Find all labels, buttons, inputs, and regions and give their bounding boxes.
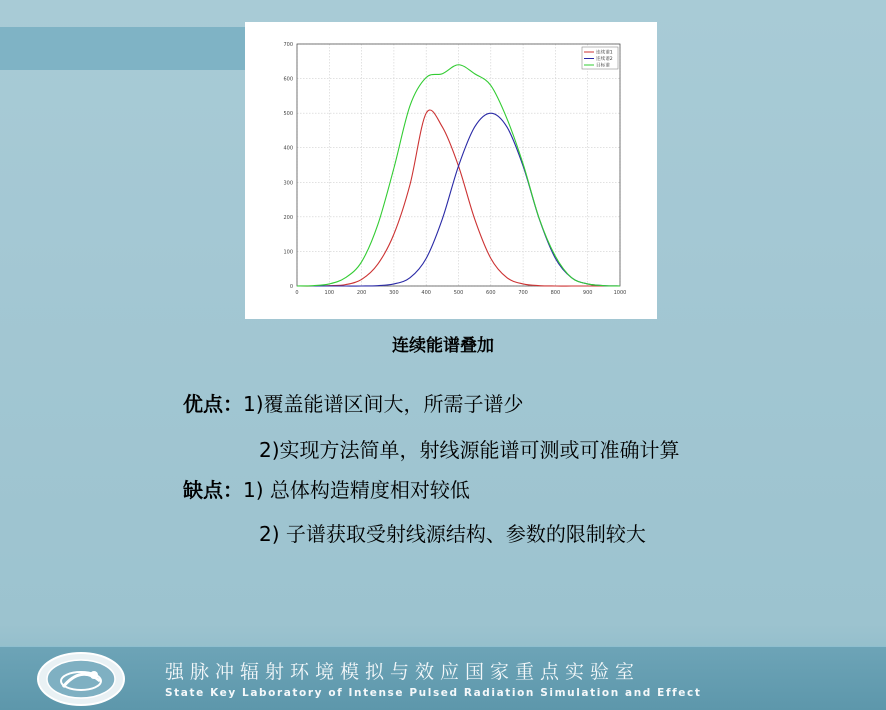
x-tick-label: 0	[295, 290, 299, 296]
footer-bar	[0, 646, 886, 710]
header-band	[0, 27, 252, 70]
x-tick-label: 700	[518, 290, 528, 296]
disadvantages-label: 缺点：	[183, 478, 243, 502]
footer-title-cn: 强脉冲辐射环境模拟与效应国家重点实验室	[165, 661, 641, 683]
advantage-item-1: 1)覆盖能谱区间大，所需子谱少	[243, 392, 524, 416]
y-tick-label: 0	[289, 284, 293, 290]
y-tick-label: 300	[283, 180, 293, 187]
y-tick-label: 100	[283, 249, 293, 256]
series-line-3	[297, 65, 620, 286]
x-tick-label: 1000	[613, 290, 627, 296]
y-tick-label: 200	[283, 214, 293, 221]
x-tick-label: 500	[453, 290, 464, 296]
disadvantage-item-2: 2) 子谱获取受射线源结构、参数的限制较大	[259, 522, 646, 546]
x-tick-label: 200	[356, 290, 367, 296]
spectrum-chart	[245, 22, 657, 319]
advantages-label: 优点：	[183, 392, 243, 416]
x-tick-label: 900	[582, 290, 593, 296]
chart-panel	[245, 22, 657, 319]
lab-logo-icon	[36, 651, 126, 707]
legend-entry: 连续谱2	[596, 57, 613, 63]
legend-entry: 连续谱1	[596, 50, 613, 56]
advantage-line-1	[183, 388, 524, 417]
y-tick-label: 600	[283, 76, 293, 83]
y-tick-label: 700	[283, 42, 293, 48]
footer-title-en: State Key Laboratory of Intense Pulsed Radiation Simulation and Effect	[165, 687, 702, 699]
y-tick-label: 400	[283, 145, 293, 152]
x-tick-label: 100	[324, 290, 335, 296]
x-tick-label: 600	[486, 290, 496, 296]
disadvantage-item-1: 1) 总体构造精度相对较低	[243, 478, 470, 502]
advantage-item-2: 2)实现方法简单，射线源能谱可测或可准确计算	[259, 438, 680, 462]
legend-entry: 目标谱	[596, 63, 610, 69]
y-tick-label: 500	[283, 111, 293, 118]
x-tick-label: 300	[389, 290, 399, 296]
disadvantage-line-1	[183, 474, 470, 503]
x-tick-label: 800	[550, 290, 561, 296]
chart-caption: 连续能谱叠加	[392, 336, 494, 356]
x-tick-label: 400	[421, 290, 431, 296]
